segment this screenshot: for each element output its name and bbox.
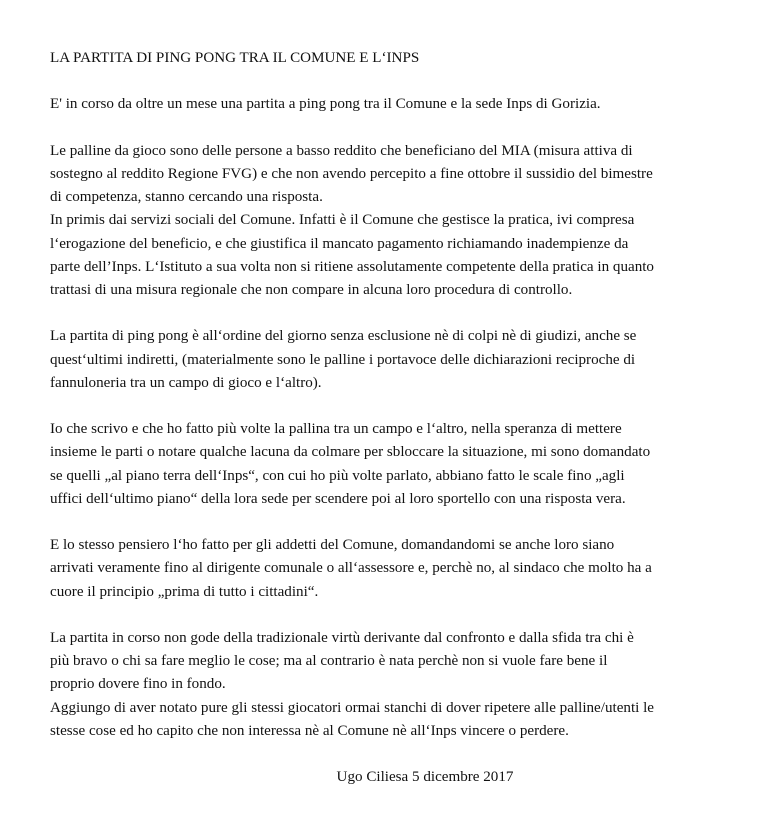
document-page [50, 47, 750, 813]
paragraph-intro: E' in corso da oltre un mese una partita a ping pong tra il Comune e la sede Inps di Gorizia. [50, 96, 601, 113]
paragraph-stesso-pensiero: E lo stesso pensiero l‘ho fatto per gli addetti del Comune, domandandomi se anche loro siano arrivati veramente fino al dirigente comunale o all‘assessore e, perchè no, al sindaco che molto ha a cuore il principio „prima di tutto i cittadini“. [50, 537, 652, 600]
document-title: LA PARTITA DI PING PONG TRA IL COMUNE E L‘INPS [50, 50, 420, 66]
signature-line: Ugo Ciliesa 5 dicembre 2017 [336, 769, 514, 786]
paragraph-partita-in-corso: La partita in corso non gode della tradizionale virtù derivante dal confronto e dalla sfida tra chi è più bravo o chi sa fare meglio le cose; ma al contrario è nata perchè non si vuole fare bene il proprio dovere fino in fondo. Aggiungo di aver notato pure gli stessi giocatori ormai stanchi di dover ripetere alle palline/utenti le stesse cose ed ho capito che non interessa nè al Comune nè all‘Inps vincere o perdere. [50, 629, 654, 739]
paragraph-partita: La partita di ping pong è all‘ordine del giorno senza esclusione nè di colpi nè di giudizi, anche se quest‘ultimi indiretti, (materialmente sono le palline i portavoce delle dichiarazioni reciproche di fannuloneria tra un campo di gioco e l‘altro). [50, 328, 637, 391]
paragraph-palline: Le palline da gioco sono delle persone a basso reddito che beneficiano del MIA (misura attiva di sostegno al reddito Regione FVG) e che non avendo percepito a fine ottobre il sussidio del bimestre di competenza, stanno cercando una risposta. In primis dai servizi sociali del Comune. Infatti è il Comune che gestisce la pratica, ivi compresa l‘erogazione del beneficio, e che giustifica il mancato pagamento richiamando inadempienze da parte dell’Inps. L‘Istituto a sua volta non si ritiene assolutamente competente della pratica in quanto trattasi di una misura regionale che non compare in alcuna loro procedura di controllo. [50, 142, 654, 298]
paragraph-io-che-scrivo: Io che scrivo e che ho fatto più volte la pallina tra un campo e l‘altro, nella speranza di mettere insieme le parti o notare qualche lacuna da colmare per sbloccare la situazione, mi sono domandato se quelli „al piano terra dell‘Inps“, con cui ho più volte parlato, abbiano fatto le scale fino „agli uffici dell‘ultimo piano“ della lora sede per scendere poi al loro sportello con una risposta vera. [50, 421, 651, 507]
